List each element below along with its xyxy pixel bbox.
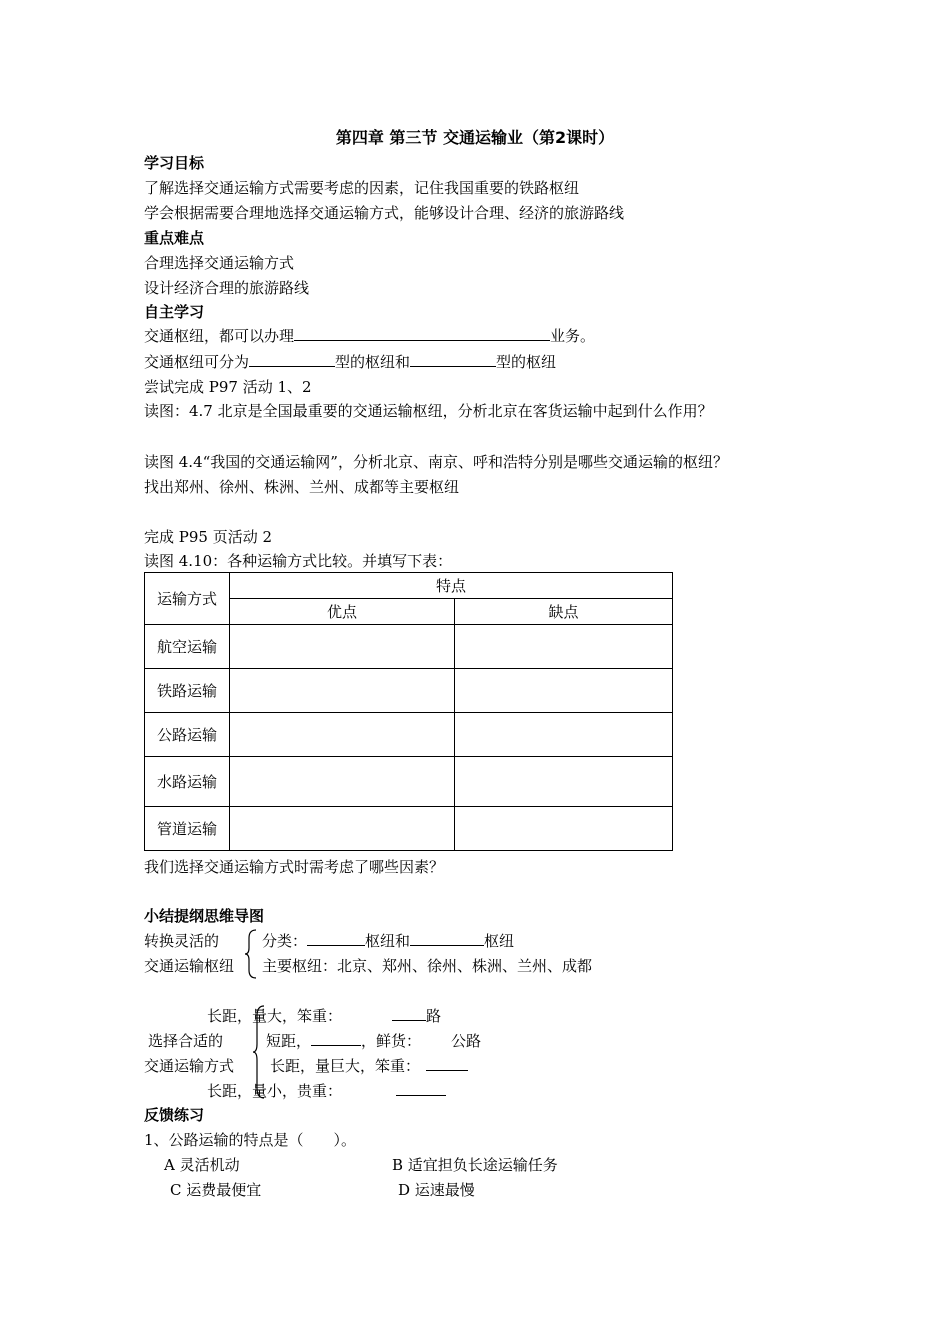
text: 交通枢纽，都可以办理 bbox=[144, 327, 295, 345]
hub-major-line: 主要枢纽：北京、郑州、徐州、株洲、兰州、成都 bbox=[262, 957, 593, 975]
text: 型的枢纽和 bbox=[335, 353, 411, 371]
feedback-heading: 反馈练习 bbox=[144, 1106, 205, 1124]
pro-cell[interactable] bbox=[230, 669, 455, 713]
answer-blank[interactable] bbox=[410, 931, 484, 946]
pro-cell[interactable] bbox=[230, 807, 455, 851]
answer-blank[interactable] bbox=[307, 931, 365, 946]
text: 分类： bbox=[262, 932, 308, 950]
text: 长距，量巨大，笨重： bbox=[270, 1057, 421, 1075]
hub-label: 交通运输枢纽 bbox=[144, 957, 235, 975]
answer-blank[interactable] bbox=[392, 1006, 426, 1021]
mode-cell: 水路运输 bbox=[145, 757, 230, 807]
hub-business-line bbox=[144, 326, 595, 346]
mode-cell: 铁路运输 bbox=[145, 669, 230, 713]
answer-blank[interactable] bbox=[426, 1056, 468, 1071]
answer-blank[interactable] bbox=[249, 352, 335, 367]
select-rule-line bbox=[266, 1031, 481, 1051]
table-intro: 读图 4.10：各种运输方式比较。并填写下表： bbox=[144, 552, 453, 570]
text: 业务。 bbox=[550, 327, 596, 345]
mode-cell: 航空运输 bbox=[145, 625, 230, 669]
table-row bbox=[145, 625, 673, 669]
table-row bbox=[145, 669, 673, 713]
text: 公路 bbox=[451, 1032, 482, 1050]
option-a[interactable]: A 灵活机动 bbox=[164, 1156, 240, 1174]
select-rule-line bbox=[207, 1081, 446, 1101]
key-item: 合理选择交通运输方式 bbox=[144, 254, 295, 272]
transport-comparison-table bbox=[144, 572, 673, 851]
text: 枢纽和 bbox=[365, 932, 411, 950]
pro-cell[interactable] bbox=[230, 713, 455, 757]
key-heading: 重点难点 bbox=[144, 229, 205, 247]
text: 长距，量大，笨重： bbox=[207, 1007, 343, 1025]
option-c[interactable]: C 运费最便宜 bbox=[170, 1181, 262, 1199]
col-con-header: 缺点 bbox=[455, 599, 673, 625]
table-row bbox=[145, 807, 673, 851]
text: 短距， bbox=[266, 1032, 312, 1050]
self-study-heading: 自主学习 bbox=[144, 303, 205, 321]
factor-question: 我们选择交通运输方式时需考虑了哪些因素？ bbox=[144, 858, 445, 876]
col-feature-header: 特点 bbox=[230, 573, 673, 599]
con-cell[interactable] bbox=[455, 807, 673, 851]
hub-label: 转换灵活的 bbox=[144, 932, 220, 950]
pro-cell[interactable] bbox=[230, 625, 455, 669]
select-rule-line bbox=[207, 1006, 441, 1026]
question-line: 读图 4.4“我国的交通运输网”，分析北京、南京、呼和浩特分别是哪些交通运输的枢纽？ bbox=[144, 453, 728, 471]
text: 型的枢纽 bbox=[496, 353, 557, 371]
answer-blank[interactable] bbox=[294, 326, 550, 341]
key-item: 设计经济合理的旅游路线 bbox=[144, 279, 310, 297]
pro-cell[interactable] bbox=[230, 757, 455, 807]
goal-item: 学会根据需要合理地选择交通运输方式，能够设计合理、经济的旅游路线 bbox=[144, 204, 625, 222]
con-cell[interactable] bbox=[455, 713, 673, 757]
goal-item: 了解选择交通运输方式需要考虑的因素，记住我国重要的铁路枢纽 bbox=[144, 179, 580, 197]
mode-cell: 公路运输 bbox=[145, 713, 230, 757]
col-mode-header: 运输方式 bbox=[145, 573, 230, 625]
select-rule-line bbox=[270, 1056, 468, 1076]
con-cell[interactable] bbox=[455, 669, 673, 713]
select-label: 交通运输方式 bbox=[144, 1057, 235, 1075]
page-title: 第四章 第三节 交通运输业（第2课时） bbox=[335, 128, 615, 147]
table-row bbox=[145, 713, 673, 757]
question-1: 1、公路运输的特点是（ ）。 bbox=[144, 1131, 357, 1149]
answer-blank[interactable] bbox=[410, 352, 496, 367]
goals-heading: 学习目标 bbox=[144, 154, 205, 172]
con-cell[interactable] bbox=[455, 625, 673, 669]
text: 交通枢纽可分为 bbox=[144, 353, 250, 371]
text: ，鲜货： bbox=[361, 1032, 422, 1050]
hub-class-line bbox=[262, 931, 514, 951]
con-cell[interactable] bbox=[455, 757, 673, 807]
activity-line: 完成 P95 页活动 2 bbox=[144, 528, 273, 546]
question-line: 找出郑州、徐州、株洲、兰州、成都等主要枢纽 bbox=[144, 478, 460, 496]
summary-heading: 小结提纲思维导图 bbox=[144, 907, 265, 925]
col-pro-header: 优点 bbox=[230, 599, 455, 625]
mode-cell: 管道运输 bbox=[145, 807, 230, 851]
brace-icon bbox=[252, 1004, 266, 1100]
hub-type-line bbox=[144, 352, 556, 372]
question-line: 读图：4.7 北京是全国最重要的交通运输枢纽，分析北京在客货运输中起到什么作用？ bbox=[144, 402, 713, 420]
option-d[interactable]: D 运速最慢 bbox=[398, 1181, 475, 1199]
text: 长距，量小，贵重： bbox=[207, 1082, 343, 1100]
text: 枢纽 bbox=[484, 932, 515, 950]
option-b[interactable]: B 适宜担负长途运输任务 bbox=[392, 1156, 558, 1174]
brace-icon bbox=[244, 928, 258, 980]
answer-blank[interactable] bbox=[311, 1031, 361, 1046]
select-label: 选择合适的 bbox=[148, 1032, 224, 1050]
text: 路 bbox=[426, 1007, 442, 1025]
answer-blank[interactable] bbox=[396, 1081, 446, 1096]
table-row bbox=[145, 757, 673, 807]
activity-line: 尝试完成 P97 活动 1、2 bbox=[144, 378, 312, 396]
